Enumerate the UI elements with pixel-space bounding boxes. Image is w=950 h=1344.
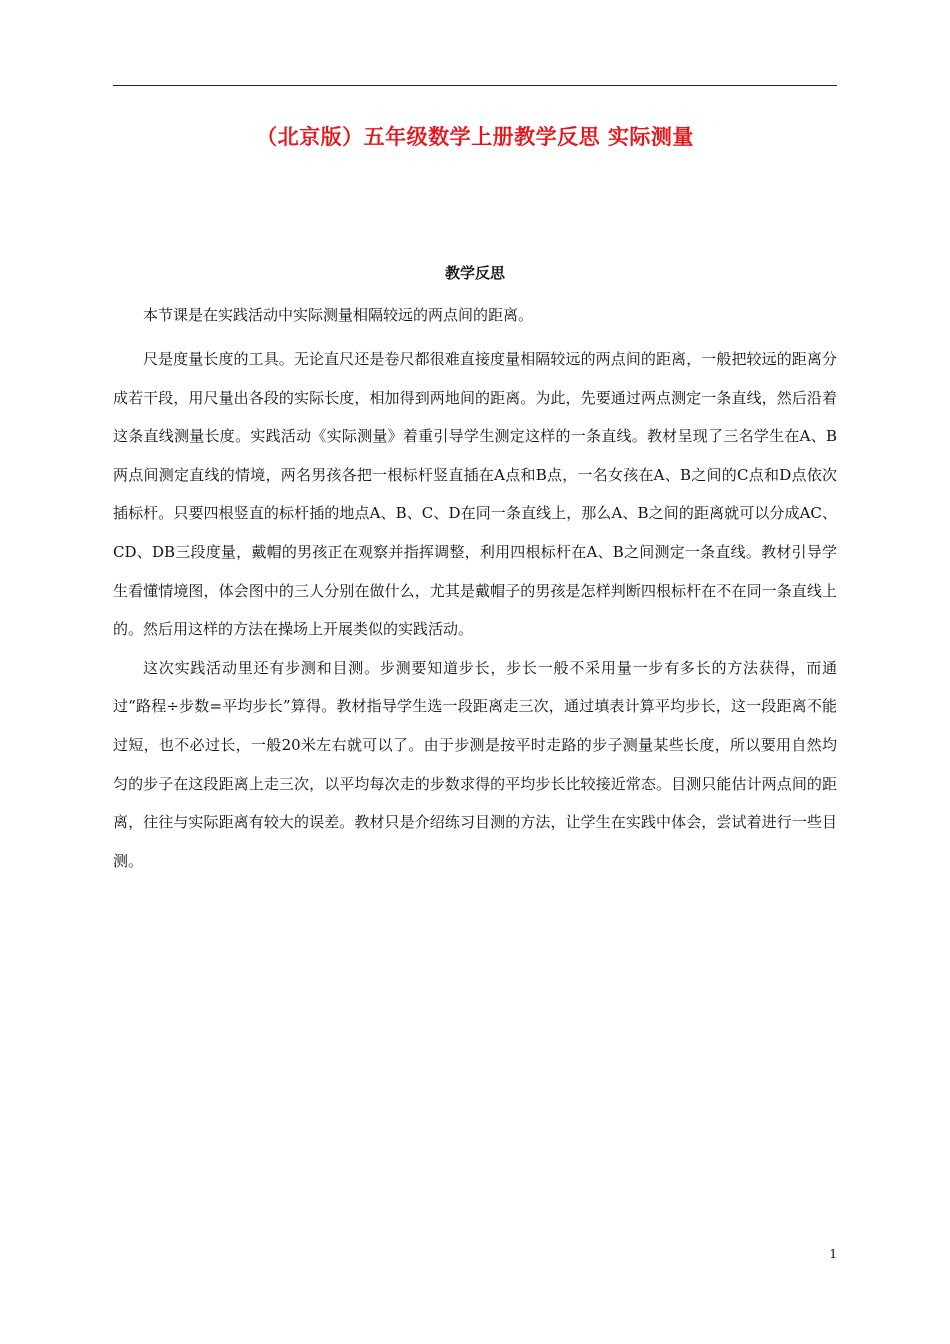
page-number: 1 [829, 1247, 837, 1261]
section-heading: 教学反思 [444, 264, 505, 282]
paragraph-measuring-line: 尺是度量长度的工具。无论直尺还是卷尺都很难直接度量相隔较远的两点间的距离，一般把较远的距离分成若干段，用尺量出各段的实际长度，相加得到两地间的距离。为此，先要通过两点测定一条直线，然后沿着这条直线测量长度。实践活动《实际测量》着重引导学生测定这样的一条直线。教材呈现了三名学生在A、B两点间测定直线的情境，两名男孩各把一根标杆竖直插在A点和B点，一名女孩在A、B之间的C点和D点依次插标杆。只要四根竖直的标杆插的地点A、B、C、D在同一条直线上，那么A、B之间的距离就可以分成AC、CD、DB三段度量，戴帽的男孩正在观察并指挥调整，利用四根标杆在A、B之间测定一条直线。教材引导学生看懂情境图，体会图中的三人分别在做什么，尤其是戴帽子的男孩是怎样判断四根标杆在不在同一条直线上的。然后用这样的方法在操场上开展类似的实践活动。 [113, 350, 837, 639]
header-rule [113, 85, 837, 86]
document-title: （北京版）五年级数学上册教学反思 实际测量 [256, 124, 694, 149]
body-text [113, 298, 837, 880]
paragraph-intro: 本节课是在实践活动中实际测量相隔较远的两点间的距离。 [143, 306, 534, 324]
paragraph-pacing-estimation: 这次实践活动里还有步测和目测。步测要知道步长，步长一般不采用量一步有多长的方法获得，而通过“路程÷步数=平均步长”算得。教材指导学生选一段距离走三次，通过填表计算平均步长，这一段距离不能过短，也不必过长，一般20米左右就可以了。由于步测是按平时走路的步子测量某些长度，所以要用自然均匀的步子在这段距离上走三次，以平均每次走的步数求得的平均步长比较接近常态。目测只能估计两点间的距离，往往与实际距离有较大的误差。教材只是介绍练习目测的方法，让学生在实践中体会，尝试着进行一些目测。 [113, 658, 837, 870]
